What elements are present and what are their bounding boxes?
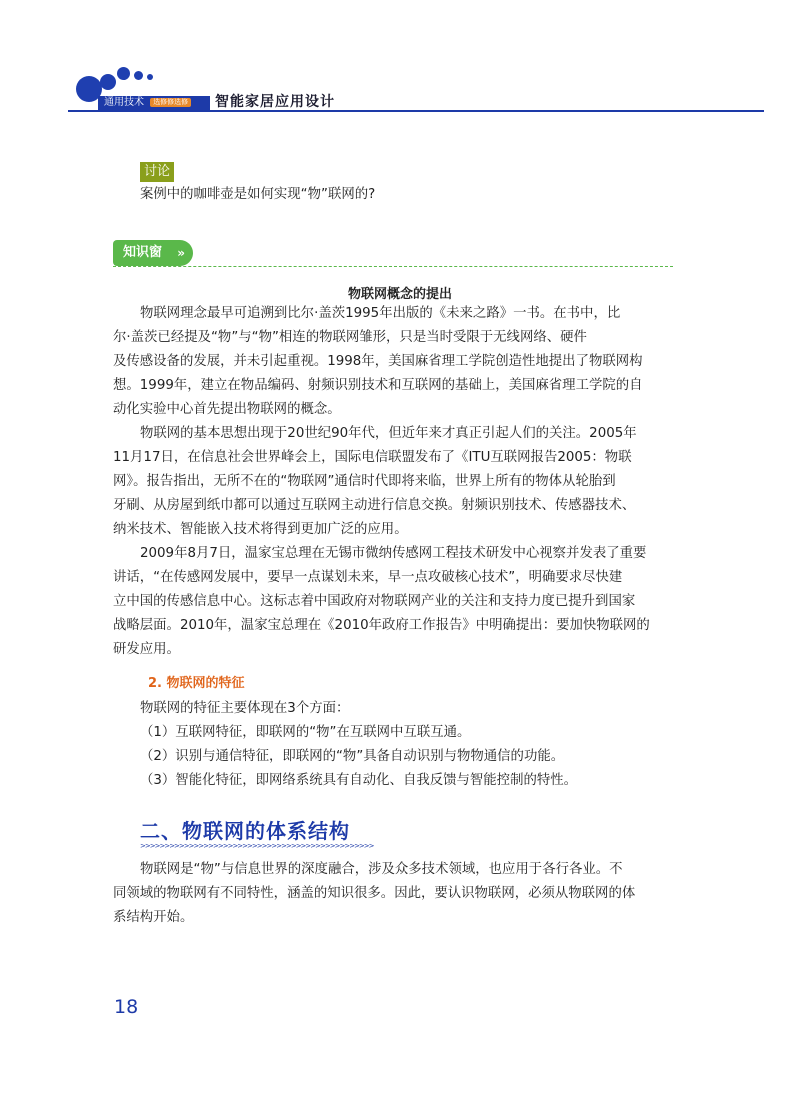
paragraph-line: 同领域的物联网有不同特性，涵盖的知识很多。因此，要认识物联网，必须从物联网的体 [113, 886, 636, 901]
knowledge-window-divider [113, 266, 673, 267]
section-heading: 2. 物联网的特征 [148, 676, 245, 691]
paragraph-line: 11月17日，在信息社会世界峰会上，国际电信联盟发布了《ITU互联网报告2005：物联 [113, 450, 632, 465]
header-rule [68, 110, 764, 112]
knowledge-window-title: 物联网概念的提出 [347, 287, 452, 302]
paragraph-line: 尔·盖茨已经提及“物”与“物”相连的物联网雏形，只是当时受限于无线网络、硬件 [113, 330, 587, 345]
paragraph-line: 2009年8月7日，温家宝总理在无锡市微纳传感网工程技术研发中心视察并发表了重要 [140, 546, 647, 561]
paragraph-line: 立中国的传感信息中心。这标志着中国政府对物联网产业的关注和支持力度已提升到国家 [113, 594, 636, 609]
list-item: （1）互联网特征，即联网的“物”在互联网中互联互通。 [140, 725, 471, 740]
paragraph-line: 讲话，“在传感网发展中，要早一点谋划未来，早一点攻破核心技术”，明确要求尽快建 [113, 570, 623, 585]
paragraph-line: 想。1999年，建立在物品编码、射频识别技术和互联网的基础上，美国麻省理工学院的自 [113, 378, 643, 393]
paragraph-line: 战略层面。2010年，温家宝总理在《2010年政府工作报告》中明确提出：要加快物联网的 [113, 618, 650, 633]
paragraph-line: 动化实验中心首先提出物联网的概念。 [113, 402, 341, 417]
chapter-heading-underline: >>>>>>>>>>>>>>>>>>>>>>>>>>>>>>>>>>>>>>>>>>>>>>>> [140, 842, 374, 850]
knowledge-window-label: 知识窗 [123, 245, 163, 260]
chevron-right-icon: » [177, 246, 185, 260]
paragraph-line: 牙刷、从房屋到纸巾都可以通过互联网主动进行信息交换。射频识别技术、传感器技术、 [113, 498, 636, 513]
discussion-label: 讨论 [140, 162, 174, 182]
list-item: （3）智能化特征，即网络系统具有自动化、自我反馈与智能控制的特性。 [140, 773, 578, 788]
header-title: 智能家居应用设计 [215, 94, 335, 110]
page-number: 18 [114, 996, 139, 1018]
book-series-tag: 选修修选修 [150, 98, 191, 107]
chapter-heading: 二、物联网的体系结构 [140, 819, 350, 843]
paragraph-line: 及传感设备的发展，并未引起重视。1998年，美国麻省理工学院创造性地提出了物联网构 [113, 354, 643, 369]
paragraph-line: 物联网的特征主要体现在3个方面： [140, 701, 350, 716]
paragraph-line: 物联网是“物”与信息世界的深度融合，涉及众多技术领域，也应用于各行各业。不 [140, 862, 623, 877]
paragraph-line: 系结构开始。 [113, 910, 194, 925]
discussion-question: 案例中的咖啡壶是如何实现“物”联网的? [140, 187, 376, 202]
list-item: （2）识别与通信特征，即联网的“物”具备自动识别与物物通信的功能。 [140, 749, 565, 764]
paragraph-line: 研发应用。 [113, 642, 180, 657]
paragraph-line: 物联网的基本思想出现于20世纪90年代，但近年来才真正引起人们的关注。2005年 [140, 426, 637, 441]
paragraph-line: 物联网理念最早可追溯到比尔·盖茨1995年出版的《未来之路》一书。在书中，比 [140, 306, 621, 321]
knowledge-window-badge [113, 240, 193, 266]
header-book-label [98, 96, 210, 110]
book-label-text: 通用技术 [104, 97, 144, 108]
paragraph-line: 网》。报告指出，无所不在的“物联网”通信时代即将来临，世界上所有的物体从轮胎到 [113, 474, 616, 489]
paragraph-line: 纳米技术、智能嵌入技术将得到更加广泛的应用。 [113, 522, 408, 537]
